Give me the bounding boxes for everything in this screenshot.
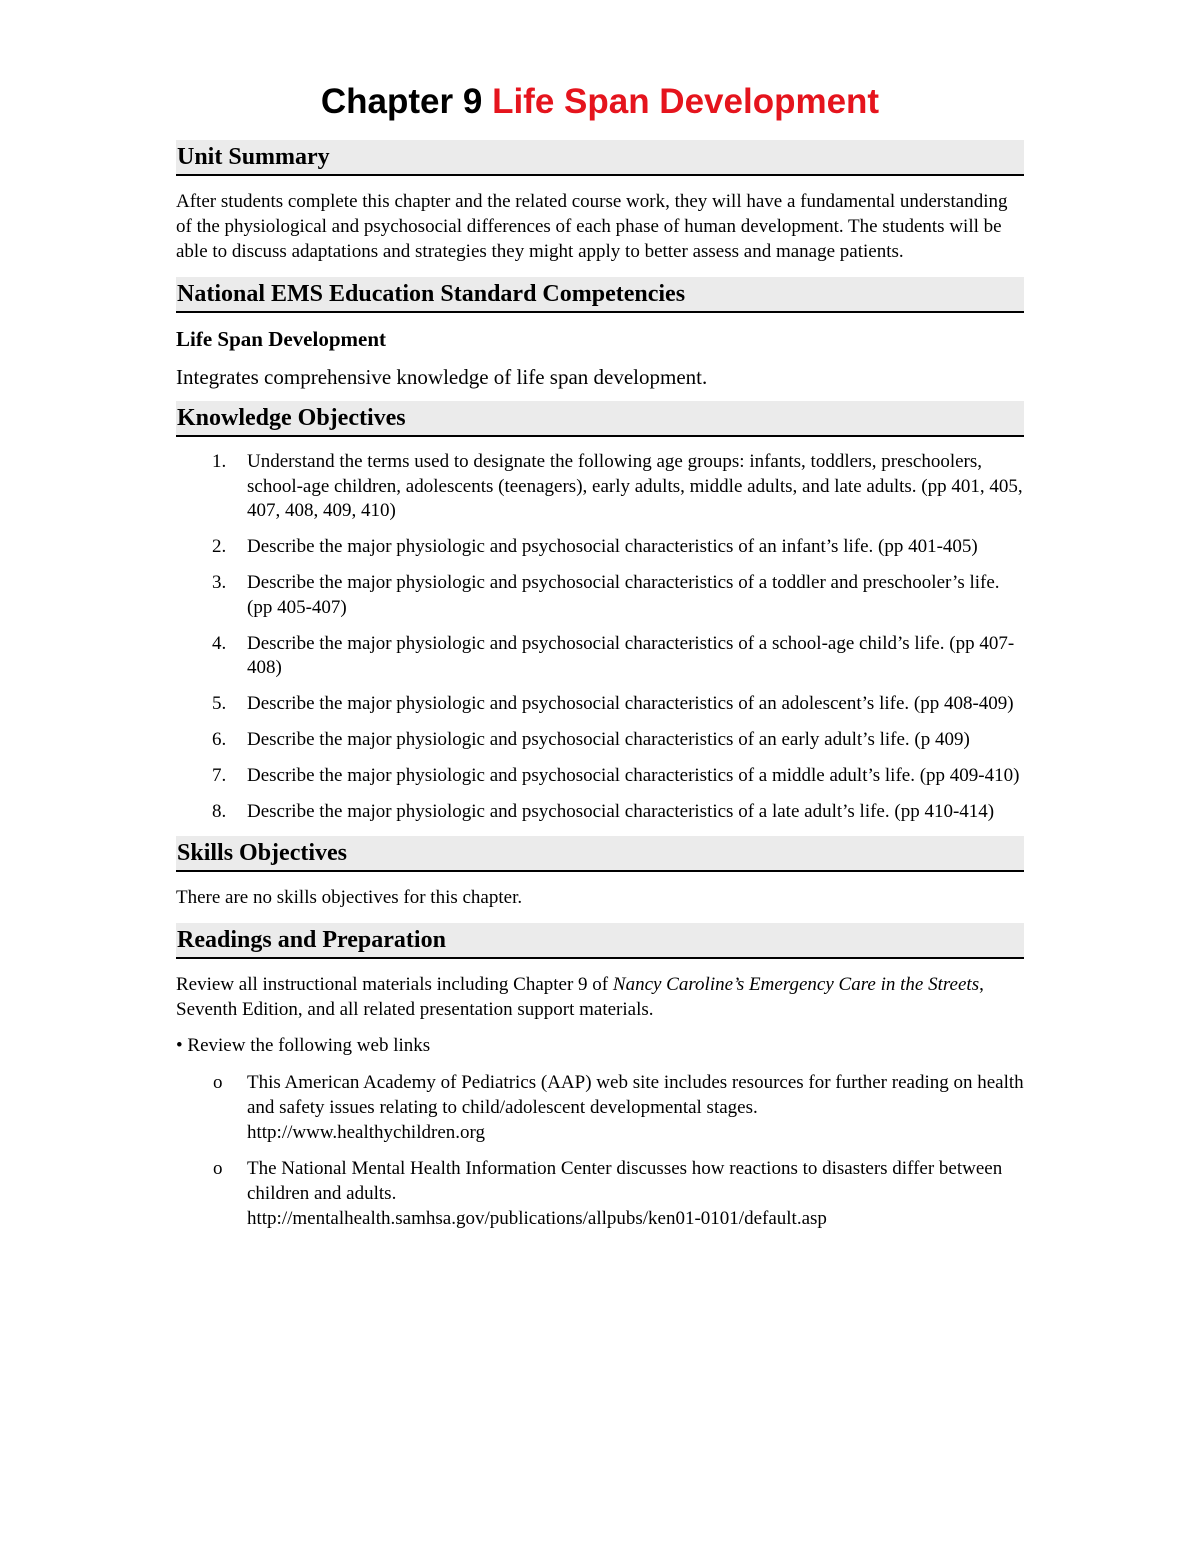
objective-number: 5. [212,693,227,714]
web-link-description: The National Mental Health Information Center discusses how reactions to disasters differ between children and adults. [247,1158,1003,1204]
knowledge-objective-item [176,632,1024,681]
knowledge-objective-item [176,535,1024,560]
web-link-body [247,1070,1024,1145]
objective-text: Describe the major physiologic and psychosocial characteristics of a middle adult’s life. (pp 409-410) [247,765,1020,786]
web-links-intro: • Review the following web links [176,1035,431,1056]
competency-text: Integrates comprehensive knowledge of life span development. [176,365,708,389]
chapter-name: Life Span Development [492,82,880,121]
objective-number: 1. [212,451,227,472]
objective-number: 2. [212,536,227,557]
list-marker: o [213,1072,223,1093]
competency-subheading: Life Span Development [176,327,386,351]
objective-number: 4. [212,632,227,654]
knowledge-objectives-heading: Knowledge Objectives [176,401,1024,437]
readings-heading: Readings and Preparation [176,923,1024,959]
book-title: Nancy Caroline’s Emergency Care in the Streets [612,974,980,995]
objective-number: 6. [212,729,227,750]
web-link-item [176,1070,1024,1145]
unit-summary-heading: Unit Summary [176,140,1024,176]
chapter-number: Chapter 9 [320,82,483,121]
knowledge-objective-item [176,571,1024,620]
knowledge-objective-item [176,800,1024,825]
page-content [176,78,1024,1242]
objective-text: Describe the major physiologic and psychosocial characteristics of a toddler and preschooler’s life. (pp 405-407) [247,572,1000,618]
knowledge-objective-item [176,764,1024,789]
knowledge-objective-item [176,450,1024,524]
skills-objectives-heading: Skills Objectives [176,836,1024,872]
objective-text: Describe the major physiologic and psychosocial characteristics of a school-age child’s life. (pp 407-408) [247,632,1015,678]
web-links-list [176,1070,1024,1231]
readings-text-after: , Seventh Edition, and all related presentation support materials. [176,974,984,1020]
web-link-url[interactable]: http://mentalhealth.samhsa.gov/publications/allpubs/ken01-0101/default.asp [247,1208,827,1229]
objective-number: 8. [212,801,227,822]
objective-text: Describe the major physiologic and psychosocial characteristics of an adolescent’s life. (pp 408-409) [247,693,1014,714]
web-link-description: This American Academy of Pediatrics (AAP) web site includes resources for further reading on health and safety issues relating to child/adolescent developmental stages. [247,1072,1024,1118]
web-link-url[interactable]: http://www.healthychildren.org [247,1122,485,1143]
objective-text: Describe the major physiologic and psychosocial characteristics of an infant’s life. (pp 401-405) [247,536,978,557]
objective-number: 3. [212,572,227,593]
objective-text: Understand the terms used to designate the following age groups: infants, toddlers, preschoolers, school-age children, adolescents (teenagers), early adults, middle adults, and late adults. (pp 401, 405, 407, 408, 409, 410) [247,451,1023,521]
chapter-title [176,78,1024,126]
knowledge-objective-item [176,728,1024,753]
objective-text: Describe the major physiologic and psychosocial characteristics of an early adult’s life. (p 409) [247,729,970,750]
competencies-heading: National EMS Education Standard Competencies [176,277,1024,313]
knowledge-objective-item [176,692,1024,717]
objective-text: Describe the major physiologic and psychosocial characteristics of a late adult’s life. (pp 410-414) [247,801,995,822]
skills-objectives-text: There are no skills objectives for this chapter. [176,887,523,908]
readings-text [176,972,1024,1022]
unit-summary-text: After students complete this chapter and the related course work, they will have a fundamental understanding of the physiological and psychosocial differences of each phase of human development. The students will be able to discuss adaptations and strategies they might apply to better assess and manage patients. [176,191,1008,262]
list-marker: o [213,1158,223,1179]
web-link-body [247,1156,1024,1231]
knowledge-objectives-list [176,450,1024,825]
web-link-item [176,1156,1024,1231]
readings-text-before: Review all instructional materials including Chapter 9 of [176,974,613,995]
objective-number: 7. [212,765,227,786]
